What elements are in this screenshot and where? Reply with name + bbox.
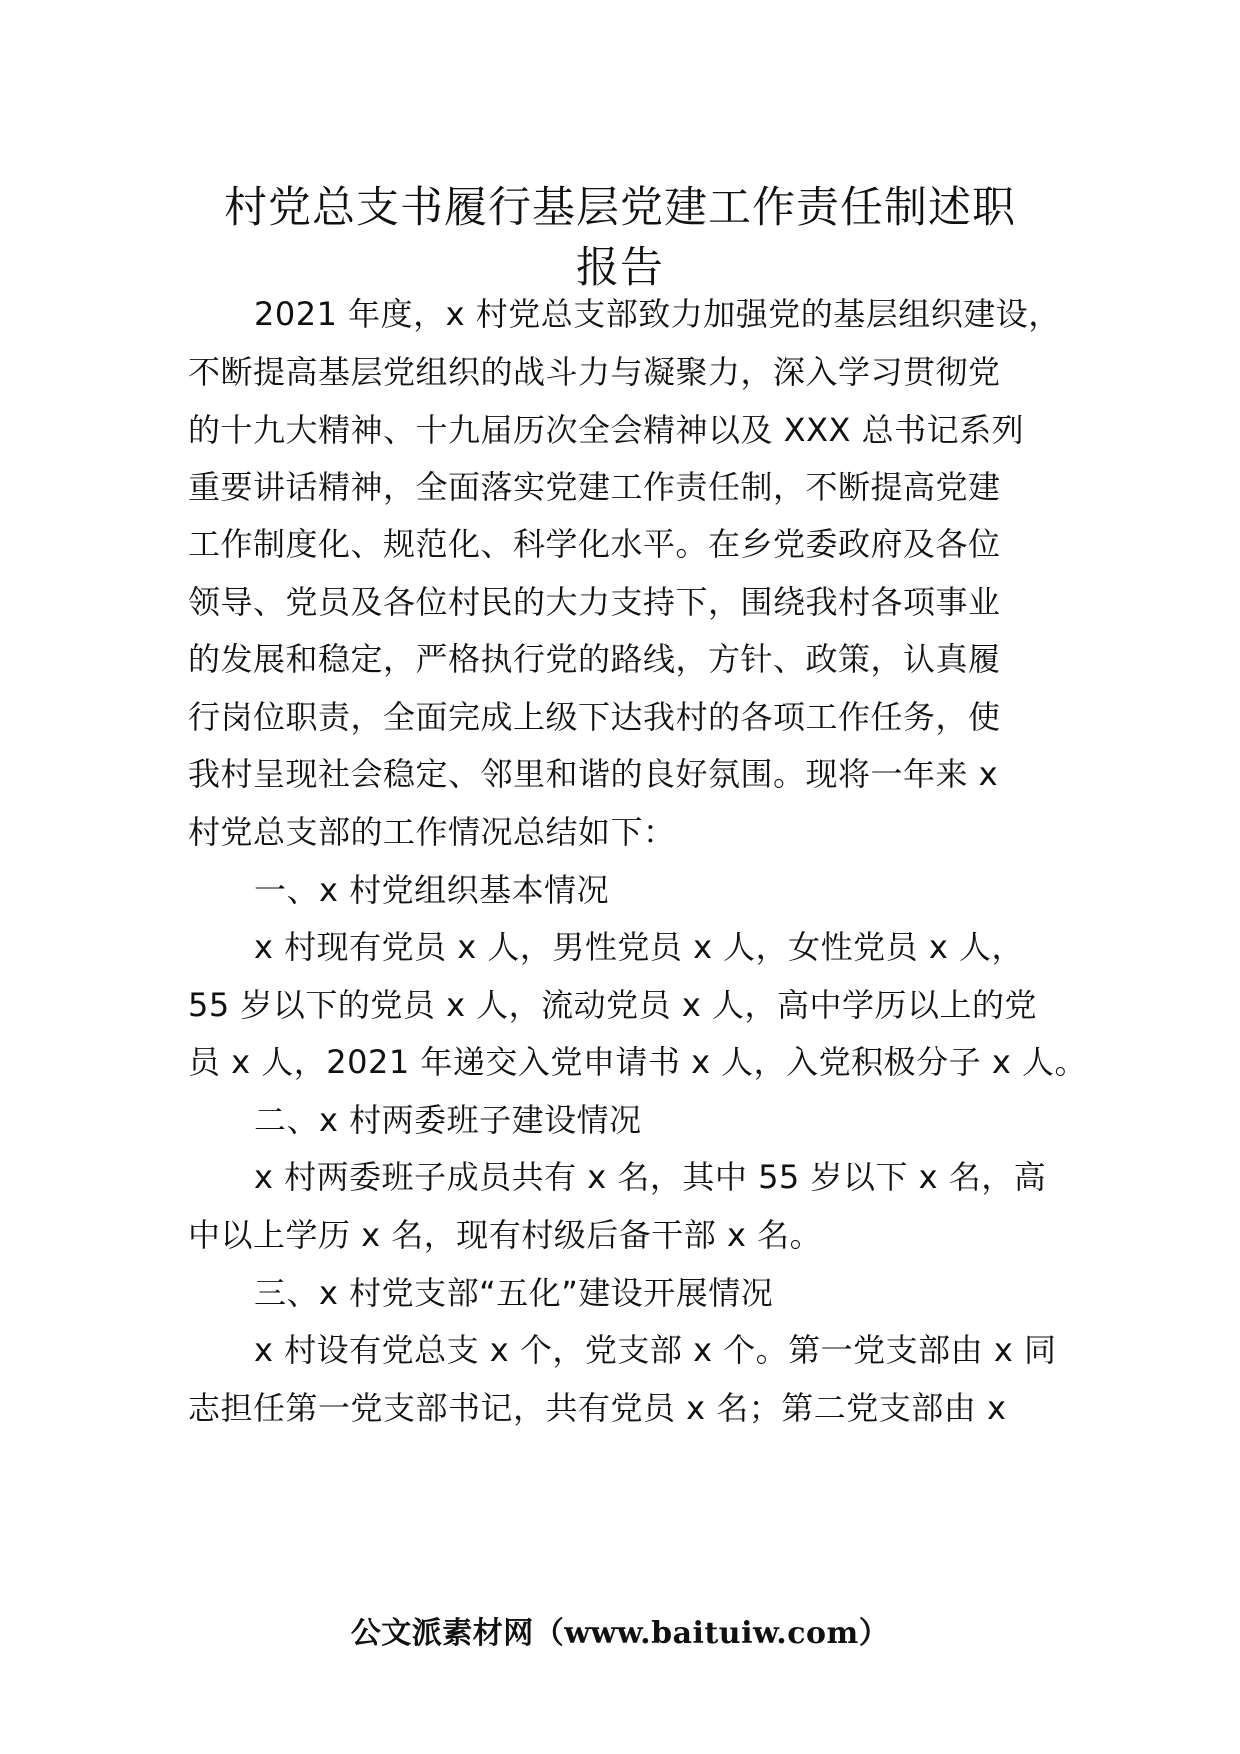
- body-line: 2021 年度，x 村党总支部致力加强党的基层组织建设，: [254, 295, 1061, 333]
- footer-watermark: 公文派素材网（www.baituiw.com）: [350, 1616, 890, 1651]
- body-line: 工作制度化、规范化、科学化水平。在乡党委政府及各位: [188, 525, 1001, 563]
- body-line: 志担任第一党支部书记，共有党员 x 名；第二党支部由 x: [188, 1389, 1007, 1427]
- section-heading-1: 一、x 村党组织基本情况: [254, 871, 610, 909]
- body-line: 中以上学历 x 名，现有村级后备干部 x 名。: [188, 1216, 823, 1254]
- body-line: 不断提高基层党组织的战斗力与凝聚力，深入学习贯彻党: [188, 353, 1001, 391]
- body-line: x 村两委班子成员共有 x 名，其中 55 岁以下 x 名，高: [254, 1158, 1047, 1196]
- document-title-line-2: 报告: [576, 243, 664, 293]
- body-line: 的发展和稳定，严格执行党的路线，方针、政策，认真履: [188, 640, 1001, 678]
- section-heading-2: 二、x 村两委班子建设情况: [254, 1101, 642, 1139]
- body-line: 行岗位职责，全面完成上级下达我村的各项工作任务，使: [188, 698, 1001, 736]
- section-heading-3: 三、x 村党支部“五化”建设开展情况: [254, 1274, 774, 1312]
- body-line: x 村现有党员 x 人，男性党员 x 人，女性党员 x 人，: [254, 928, 1024, 966]
- body-line: 领导、党员及各位村民的大力支持下，围绕我村各项事业: [188, 583, 1001, 621]
- body-line: 的十九大精神、十九届历次全会精神以及 XXX 总书记系列: [188, 411, 1025, 449]
- document-title-line-1: 村党总支书履行基层党建工作责任制述职: [224, 183, 1016, 233]
- body-line: 村党总支部的工作情况总结如下：: [188, 813, 676, 851]
- body-line: x 村设有党总支 x 个，党支部 x 个。第一党支部由 x 同: [254, 1331, 1057, 1369]
- body-line: 员 x 人，2021 年递交入党申请书 x 人，入党积极分子 x 人。: [188, 1043, 1087, 1081]
- body-line: 55 岁以下的党员 x 人，流动党员 x 人，高中学历以上的党: [188, 986, 1037, 1024]
- body-line: 重要讲话精神，全面落实党建工作责任制，不断提高党建: [188, 468, 1001, 506]
- body-line: 我村呈现社会稳定、邻里和谐的良好氛围。现将一年来 x: [188, 755, 999, 793]
